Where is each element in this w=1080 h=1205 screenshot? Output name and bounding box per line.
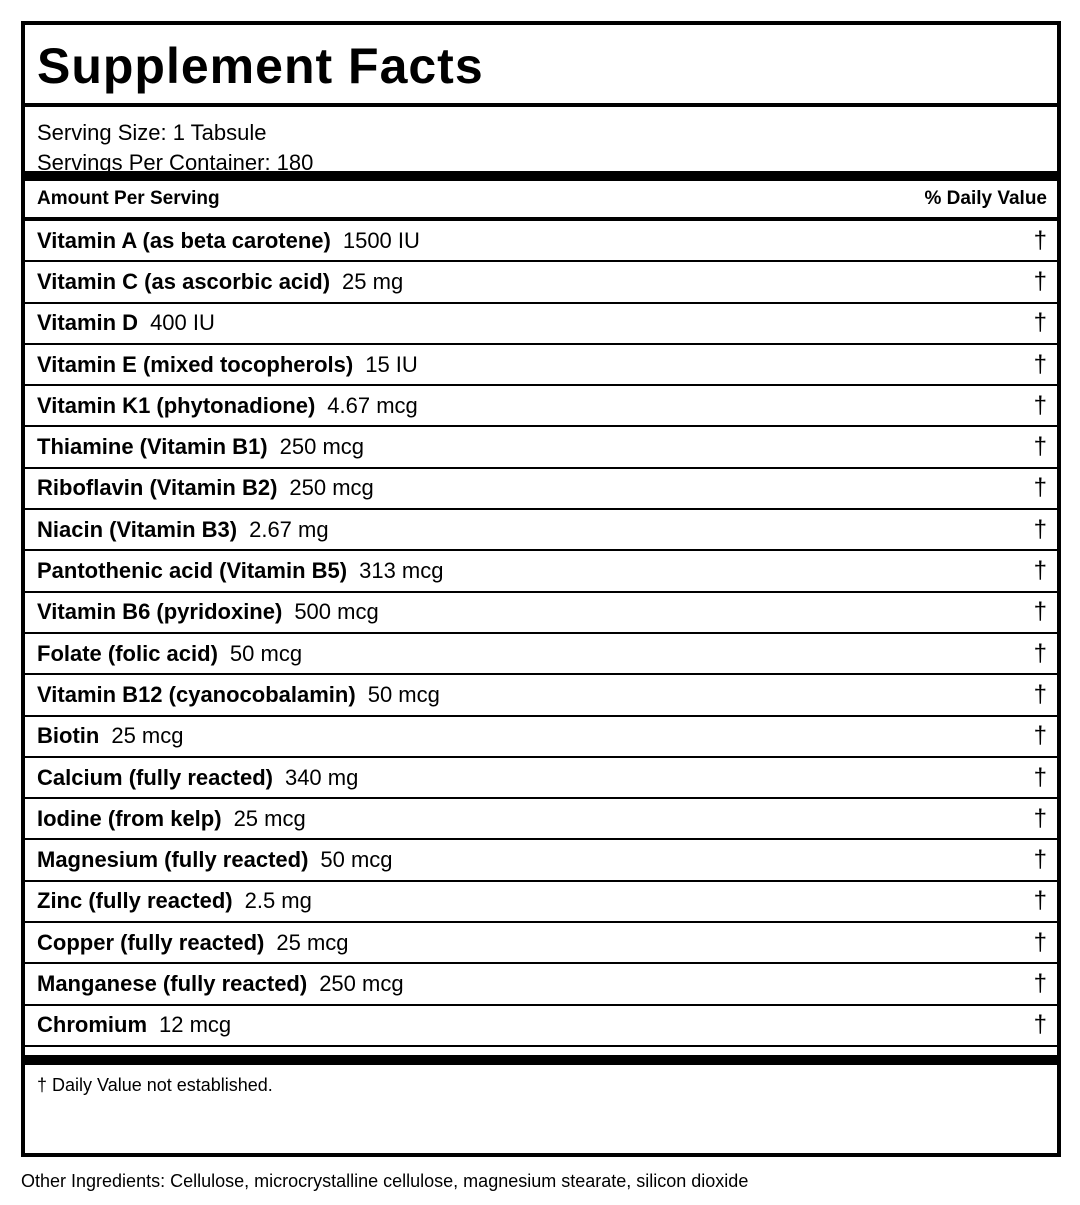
nutrient-row bbox=[25, 510, 1057, 551]
daily-value-dagger: † bbox=[1033, 226, 1047, 254]
nutrient-name: Calcium (fully reacted) bbox=[37, 764, 273, 790]
nutrient-label bbox=[37, 393, 418, 419]
nutrient-amount: 50 mcg bbox=[367, 681, 440, 707]
nutrient-name: Zinc (fully reacted) bbox=[37, 888, 233, 914]
nutrient-row bbox=[25, 386, 1057, 427]
daily-value-dagger: † bbox=[1033, 887, 1047, 915]
nutrient-amount: 15 IU bbox=[365, 351, 418, 377]
column-header bbox=[25, 181, 1057, 221]
nutrient-name: Chromium bbox=[37, 1012, 147, 1038]
nutrient-row bbox=[25, 551, 1057, 592]
nutrient-row bbox=[25, 634, 1057, 675]
amount-per-serving-label: Amount Per Serving bbox=[37, 188, 220, 209]
nutrient-label bbox=[37, 517, 329, 543]
nutrient-amount: 500 mcg bbox=[294, 599, 379, 625]
daily-value-dagger: † bbox=[1033, 639, 1047, 667]
nutrient-label bbox=[37, 558, 444, 584]
nutrient-name: Niacin (Vitamin B3) bbox=[37, 516, 238, 542]
nutrient-row bbox=[25, 923, 1057, 964]
daily-value-dagger: † bbox=[1033, 804, 1047, 832]
nutrient-amount: 340 mg bbox=[284, 764, 359, 790]
nutrient-amount: 12 mcg bbox=[159, 1012, 232, 1038]
nutrient-row bbox=[25, 1006, 1057, 1047]
daily-value-dagger: † bbox=[1033, 350, 1047, 378]
nutrient-name: Iodine (from kelp) bbox=[37, 805, 222, 831]
nutrient-amount: 25 mg bbox=[342, 268, 404, 294]
daily-value-dagger: † bbox=[1033, 557, 1047, 585]
nutrient-list bbox=[25, 221, 1057, 1047]
nutrient-label bbox=[37, 228, 420, 254]
nutrient-label bbox=[37, 599, 379, 625]
daily-value-label: % Daily Value bbox=[924, 188, 1047, 209]
nutrient-row bbox=[25, 758, 1057, 799]
daily-value-dagger: † bbox=[1033, 515, 1047, 543]
nutrient-row bbox=[25, 221, 1057, 262]
nutrient-name: Vitamin B6 (pyridoxine) bbox=[37, 599, 283, 625]
nutrient-name: Manganese (fully reacted) bbox=[37, 970, 308, 996]
nutrient-label bbox=[37, 682, 440, 708]
nutrient-label bbox=[37, 310, 215, 336]
nutrient-amount: 250 mcg bbox=[279, 434, 365, 460]
nutrient-row bbox=[25, 262, 1057, 303]
nutrient-amount: 25 mcg bbox=[276, 929, 349, 955]
nutrient-amount: 25 mcg bbox=[233, 805, 306, 831]
nutrient-name: Vitamin D bbox=[37, 310, 139, 336]
nutrient-name: Riboflavin (Vitamin B2) bbox=[37, 475, 278, 501]
daily-value-dagger: † bbox=[1033, 680, 1047, 708]
nutrient-name: Folate (folic acid) bbox=[37, 640, 218, 666]
servings-per-container: Servings Per Container: 180 bbox=[37, 150, 314, 175]
nutrient-label bbox=[37, 1012, 231, 1038]
footnote: † Daily Value not established. bbox=[37, 1074, 273, 1095]
daily-value-dagger: † bbox=[1033, 391, 1047, 419]
daily-value-dagger: † bbox=[1033, 928, 1047, 956]
nutrient-label bbox=[37, 269, 403, 295]
nutrient-name: Biotin bbox=[37, 723, 100, 749]
nutrient-label bbox=[37, 888, 312, 914]
daily-value-dagger: † bbox=[1033, 722, 1047, 750]
nutrient-amount: 400 IU bbox=[150, 310, 215, 336]
nutrient-row bbox=[25, 469, 1057, 510]
nutrient-name: Magnesium (fully reacted) bbox=[37, 847, 309, 873]
nutrient-amount: 2.5 mg bbox=[244, 888, 312, 914]
nutrient-label bbox=[37, 806, 306, 832]
nutrient-label bbox=[37, 971, 404, 997]
daily-value-dagger: † bbox=[1033, 267, 1047, 295]
daily-value-dagger: † bbox=[1033, 474, 1047, 502]
nutrient-amount: 250 mcg bbox=[319, 970, 404, 996]
nutrient-label bbox=[37, 352, 418, 378]
nutrient-row bbox=[25, 964, 1057, 1005]
daily-value-dagger: † bbox=[1033, 598, 1047, 626]
nutrient-amount: 250 mcg bbox=[289, 475, 374, 501]
nutrient-label bbox=[37, 434, 364, 460]
panel-title: Supplement Facts bbox=[25, 25, 1057, 107]
daily-value-dagger: † bbox=[1033, 1011, 1047, 1039]
nutrient-name: Vitamin K1 (phytonadione) bbox=[37, 392, 316, 418]
serving-size: Serving Size: 1 Tabsule bbox=[37, 120, 267, 145]
nutrient-name: Vitamin E (mixed tocopherols) bbox=[37, 351, 354, 377]
nutrient-row bbox=[25, 799, 1057, 840]
nutrient-row bbox=[25, 717, 1057, 758]
daily-value-dagger: † bbox=[1033, 763, 1047, 791]
serving-info bbox=[25, 107, 1057, 181]
nutrient-row bbox=[25, 593, 1057, 634]
nutrient-name: Vitamin A (as beta carotene) bbox=[37, 227, 331, 253]
other-ingredients: Other Ingredients: Cellulose, microcrystalline cellulose, magnesium stearate, silicon dioxide bbox=[21, 1171, 749, 1191]
nutrient-label bbox=[37, 723, 183, 749]
nutrient-amount: 50 mcg bbox=[229, 640, 303, 666]
nutrient-row bbox=[25, 304, 1057, 345]
daily-value-dagger: † bbox=[1033, 433, 1047, 461]
nutrient-row bbox=[25, 840, 1057, 881]
nutrient-label bbox=[37, 930, 349, 956]
bottom-divider bbox=[25, 1047, 1057, 1065]
nutrient-row bbox=[25, 345, 1057, 386]
nutrient-amount: 50 mcg bbox=[320, 847, 393, 873]
nutrient-name: Vitamin C (as ascorbic acid) bbox=[37, 268, 331, 294]
nutrient-amount: 2.67 mg bbox=[249, 516, 329, 542]
nutrient-name: Pantothenic acid (Vitamin B5) bbox=[37, 558, 348, 584]
nutrient-row bbox=[25, 427, 1057, 468]
daily-value-dagger: † bbox=[1033, 969, 1047, 997]
nutrient-row bbox=[25, 675, 1057, 716]
nutrient-amount: 313 mcg bbox=[359, 558, 444, 584]
nutrient-label bbox=[37, 765, 358, 791]
daily-value-dagger: † bbox=[1033, 846, 1047, 874]
nutrient-amount: 4.67 mcg bbox=[327, 392, 418, 418]
nutrient-name: Copper (fully reacted) bbox=[37, 929, 265, 955]
nutrient-row bbox=[25, 882, 1057, 923]
daily-value-dagger: † bbox=[1033, 309, 1047, 337]
nutrient-name: Vitamin B12 (cyanocobalamin) bbox=[37, 681, 356, 707]
nutrient-amount: 25 mcg bbox=[111, 723, 184, 749]
supplement-facts-panel bbox=[21, 21, 1061, 1157]
nutrient-name: Thiamine (Vitamin B1) bbox=[37, 434, 268, 460]
nutrient-label bbox=[37, 641, 302, 667]
nutrient-amount: 1500 IU bbox=[342, 227, 420, 253]
nutrient-label bbox=[37, 475, 374, 501]
nutrient-label bbox=[37, 847, 393, 873]
